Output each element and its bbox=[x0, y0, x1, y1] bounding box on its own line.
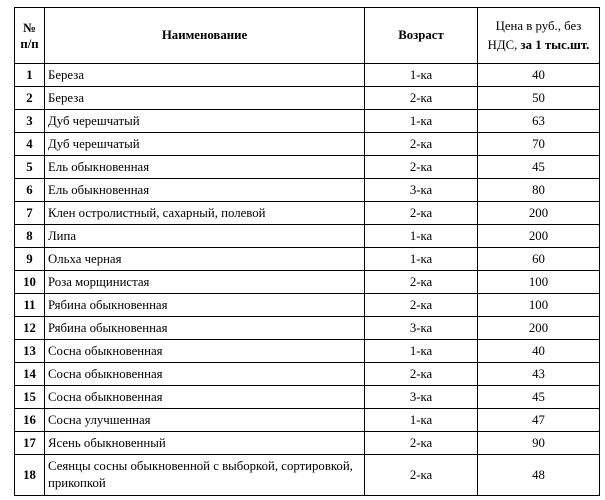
row-number: 3 bbox=[15, 110, 45, 133]
row-price: 48 bbox=[478, 455, 600, 496]
row-name: Рябина обыкновенная bbox=[45, 317, 365, 340]
row-age: 2-ка bbox=[365, 294, 478, 317]
table-row bbox=[15, 432, 600, 455]
row-price: 200 bbox=[478, 225, 600, 248]
row-name: Клен остролистный, сахарный, полевой bbox=[45, 202, 365, 225]
row-number: 16 bbox=[15, 409, 45, 432]
row-number: 2 bbox=[15, 87, 45, 110]
row-name: Сосна улучшенная bbox=[45, 409, 365, 432]
row-name: Ольха черная bbox=[45, 248, 365, 271]
row-number: 15 bbox=[15, 386, 45, 409]
row-price: 200 bbox=[478, 202, 600, 225]
row-name: Сеянцы сосны обыкновенной с выборкой, сортировкой, прикопкой bbox=[45, 455, 365, 496]
row-name: Ясень обыкновенный bbox=[45, 432, 365, 455]
row-age: 1-ка bbox=[365, 225, 478, 248]
seedling-price-table bbox=[14, 7, 600, 496]
row-name: Липа bbox=[45, 225, 365, 248]
row-price: 45 bbox=[478, 156, 600, 179]
header-number-sign: № bbox=[23, 20, 36, 35]
row-name: Ель обыкновенная bbox=[45, 179, 365, 202]
row-number: 4 bbox=[15, 133, 45, 156]
row-price: 45 bbox=[478, 386, 600, 409]
row-age: 2-ка bbox=[365, 202, 478, 225]
header-number bbox=[15, 8, 45, 64]
row-age: 3-ка bbox=[365, 179, 478, 202]
row-name: Сосна обыкновенная bbox=[45, 386, 365, 409]
row-price: 100 bbox=[478, 271, 600, 294]
row-age: 3-ка bbox=[365, 386, 478, 409]
row-age: 2-ка bbox=[365, 156, 478, 179]
row-price: 40 bbox=[478, 340, 600, 363]
row-price: 50 bbox=[478, 87, 600, 110]
row-age: 1-ка bbox=[365, 409, 478, 432]
header-age: Возраст bbox=[365, 8, 478, 64]
row-age: 2-ка bbox=[365, 133, 478, 156]
row-age: 1-ка bbox=[365, 340, 478, 363]
row-number: 14 bbox=[15, 363, 45, 386]
row-price: 63 bbox=[478, 110, 600, 133]
row-number: 13 bbox=[15, 340, 45, 363]
row-name: Дуб черешчатый bbox=[45, 133, 365, 156]
header-price bbox=[478, 8, 600, 64]
header-name: Наименование bbox=[45, 8, 365, 64]
row-number: 7 bbox=[15, 202, 45, 225]
row-number: 6 bbox=[15, 179, 45, 202]
table-row bbox=[15, 294, 600, 317]
row-number: 10 bbox=[15, 271, 45, 294]
row-price: 200 bbox=[478, 317, 600, 340]
table-row bbox=[15, 64, 600, 87]
row-name: Рябина обыкновенная bbox=[45, 294, 365, 317]
row-age: 1-ка bbox=[365, 248, 478, 271]
table-body bbox=[15, 64, 600, 496]
table-row bbox=[15, 317, 600, 340]
table-row bbox=[15, 156, 600, 179]
table-row bbox=[15, 133, 600, 156]
row-price: 40 bbox=[478, 64, 600, 87]
header-number-abbr: п/п bbox=[20, 36, 39, 51]
row-number: 12 bbox=[15, 317, 45, 340]
row-age: 2-ка bbox=[365, 455, 478, 496]
table-row bbox=[15, 340, 600, 363]
table-row bbox=[15, 363, 600, 386]
row-name: Дуб черешчатый bbox=[45, 110, 365, 133]
table-header bbox=[15, 8, 600, 64]
row-number: 9 bbox=[15, 248, 45, 271]
row-price: 80 bbox=[478, 179, 600, 202]
table-row bbox=[15, 386, 600, 409]
row-number: 17 bbox=[15, 432, 45, 455]
row-name: Сосна обыкновенная bbox=[45, 363, 365, 386]
header-price-prefix: Цена в руб., без НДС, bbox=[487, 18, 582, 52]
row-name: Роза морщинистая bbox=[45, 271, 365, 294]
table-row bbox=[15, 455, 600, 496]
row-price: 43 bbox=[478, 363, 600, 386]
table-row bbox=[15, 409, 600, 432]
table-row bbox=[15, 87, 600, 110]
table-row bbox=[15, 225, 600, 248]
table-row bbox=[15, 110, 600, 133]
row-number: 18 bbox=[15, 455, 45, 496]
row-age: 2-ка bbox=[365, 363, 478, 386]
row-price: 100 bbox=[478, 294, 600, 317]
row-number: 11 bbox=[15, 294, 45, 317]
header-price-unit: за 1 тыс.шт. bbox=[520, 37, 590, 52]
row-age: 2-ка bbox=[365, 271, 478, 294]
table-row bbox=[15, 202, 600, 225]
row-name: Сосна обыкновенная bbox=[45, 340, 365, 363]
row-price: 60 bbox=[478, 248, 600, 271]
row-price: 70 bbox=[478, 133, 600, 156]
row-age: 3-ка bbox=[365, 317, 478, 340]
table-row bbox=[15, 248, 600, 271]
header-row bbox=[15, 8, 600, 64]
table-row bbox=[15, 179, 600, 202]
row-age: 2-ка bbox=[365, 87, 478, 110]
row-name: Береза bbox=[45, 64, 365, 87]
row-price: 90 bbox=[478, 432, 600, 455]
row-name: Береза bbox=[45, 87, 365, 110]
row-age: 1-ка bbox=[365, 110, 478, 133]
table-row bbox=[15, 271, 600, 294]
row-number: 8 bbox=[15, 225, 45, 248]
price-list-container bbox=[14, 7, 599, 496]
row-name: Ель обыкновенная bbox=[45, 156, 365, 179]
row-price: 47 bbox=[478, 409, 600, 432]
row-number: 5 bbox=[15, 156, 45, 179]
row-age: 1-ка bbox=[365, 64, 478, 87]
row-age: 2-ка bbox=[365, 432, 478, 455]
row-number: 1 bbox=[15, 64, 45, 87]
